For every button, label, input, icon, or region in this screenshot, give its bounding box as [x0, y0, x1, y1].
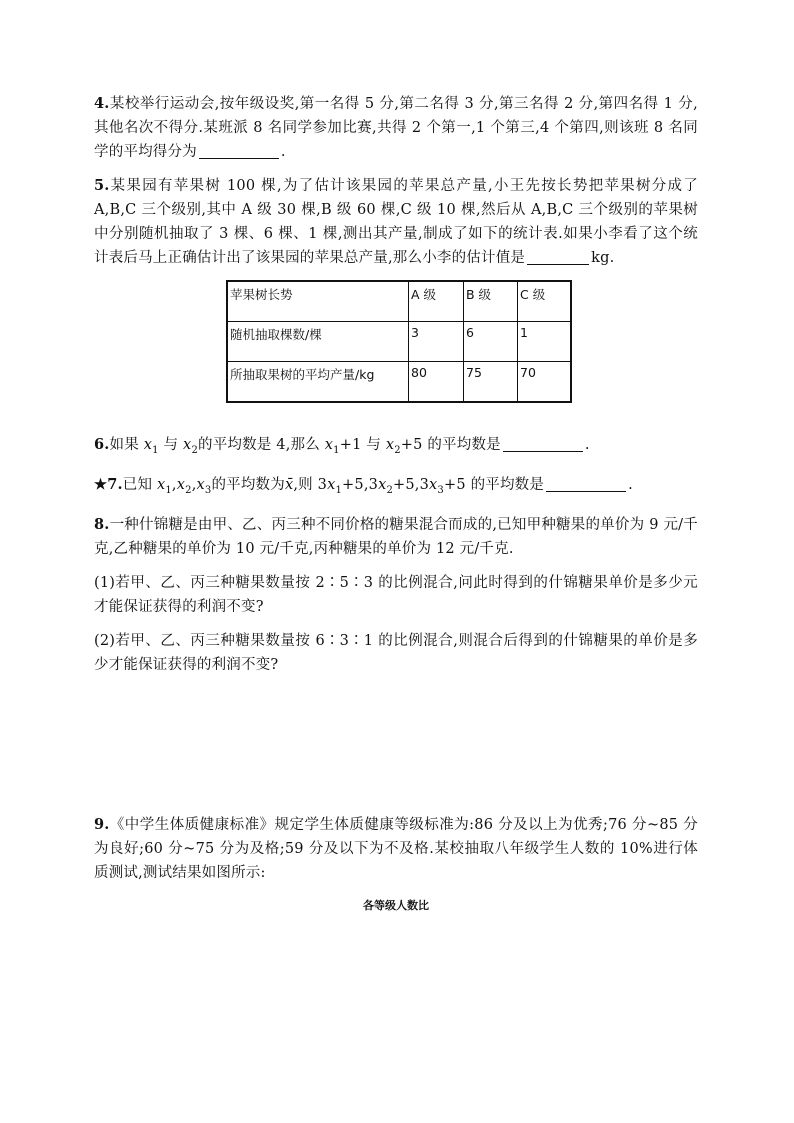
worksheet-page	[94, 92, 698, 913]
answer-blank[interactable]	[199, 142, 279, 159]
answer-blank[interactable]	[527, 248, 589, 265]
question-4: 4.某校举行运动会,按年级设奖,第一名得 5 分,第二名得 3 分,第三名得 2 分,第四名得 1 分,其他名次不得分.某班派 8 名同学参加比赛,共得 2 个第一,1 个第三,4 个第四,则该班 8 名同学的平均得分为 .	[94, 95, 698, 160]
table-cell: 6	[464, 322, 518, 362]
table-header-row	[227, 281, 571, 322]
question-text: 某果园有苹果树 100 棵,为了估计该果园的苹果总产量,小王先按长势把苹果树分成了 A,B,C 三个级别,其中 A 级 30 棵,B 级 60 棵,C 级 10 棵,然后从 A,B,C 三个级别的苹果树中分别随机抽取了 3 棵、6 棵、1 棵,测出其产量,制成了如下的统计表.如果小李看了这个统计表后马上正确估计出了该果园的苹果总产量,那么小李的估计值是	[94, 178, 698, 266]
question-number: 8.	[94, 515, 110, 533]
answer-blank[interactable]	[546, 475, 626, 492]
table-cell: C 级	[518, 281, 572, 322]
question-number: ★7.	[94, 475, 123, 493]
question-number: 9.	[94, 815, 110, 833]
question-9	[94, 813, 698, 885]
question-text: 《中学生体质健康标准》规定学生体质健康等级标准为:86 分及以上为优秀;76 分~85 分为良好;60 分~75 分为及格;59 分及以下为不及格.某校抽取八年级学生人数的 10%进行体质测试,测试结果如图所示:	[94, 816, 698, 881]
question-number: 4.	[94, 95, 110, 112]
table-cell: 随机抽取棵数/棵	[227, 322, 409, 362]
question-text: 一种什锦糖是由甲、乙、丙三种不同价格的糖果混合而成的,已知甲种糖果的单价为 9 元/千克,乙种糖果的单价为 10 元/千克,丙种糖果的单价为 12 元/千克.	[94, 516, 698, 557]
table-cell: 80	[409, 362, 464, 403]
question-8-part-2: (2)若甲、乙、丙三种糖果数量按 6∶3∶1 的比例混合,则混合后得到的什锦糖果的单价是多少才能保证获得的利润不变?	[94, 632, 698, 673]
question-number: 5.	[94, 177, 110, 194]
apple-tree-statistics-table	[226, 280, 572, 403]
question-8	[94, 513, 698, 561]
table-cell: 苹果树长势	[227, 281, 409, 322]
answer-blank[interactable]	[503, 435, 583, 452]
table-row	[227, 322, 571, 362]
answer-space	[94, 687, 698, 813]
question-8-part-1: (1)若甲、乙、丙三种糖果数量按 2∶5∶3 的比例混合,问此时得到的什锦糖果单价是多少元才能保证获得的利润不变?	[94, 574, 698, 615]
question-6: 6.如果 $x_1$ 与 $x_2$的平均数是 4,那么 $x_1+1$ 与 $x_2+5$ 的平均数是 .	[94, 436, 590, 456]
table-cell: 75	[464, 362, 518, 403]
table-cell: 所抽取果树的平均产量/kg	[227, 362, 409, 403]
chart-title: 各等级人数比	[363, 898, 429, 912]
table-cell: B 级	[464, 281, 518, 322]
question-7: ★7.已知 $x_1,x_2,x_3$的平均数为x̄,则 $3x_1+5,3x_2+5,3x_3+5$ 的平均数是 .	[94, 475, 633, 496]
question-number: 6.	[94, 436, 110, 453]
table-cell: A 级	[409, 281, 464, 322]
table-cell: 1	[518, 322, 572, 362]
table-cell: 70	[518, 362, 572, 403]
table-cell: 3	[409, 322, 464, 362]
table-row	[227, 362, 571, 403]
question-text: 某校举行运动会,按年级设奖,第一名得 5 分,第二名得 3 分,第三名得 2 分,第四名得 1 分,其他名次不得分.某班派 8 名同学参加比赛,共得 2 个第一,1 个第三,4 个第四,则该班 8 名同学的平均得分为	[94, 96, 698, 160]
question-5: 5.某果园有苹果树 100 棵,为了估计该果园的苹果总产量,小王先按长势把苹果树分成了 A,B,C 三个级别,其中 A 级 30 棵,B 级 60 棵,C 级 10 棵,然后从 A,B,C 三个级别的苹果树中分别随机抽取了 3 棵、6 棵、1 棵,测出其产量,制成了如下的统计表.如果小李看了这个统计表后马上正确估计出了该果园的苹果总产量,那么小李的估计值是 kg.	[94, 177, 698, 266]
